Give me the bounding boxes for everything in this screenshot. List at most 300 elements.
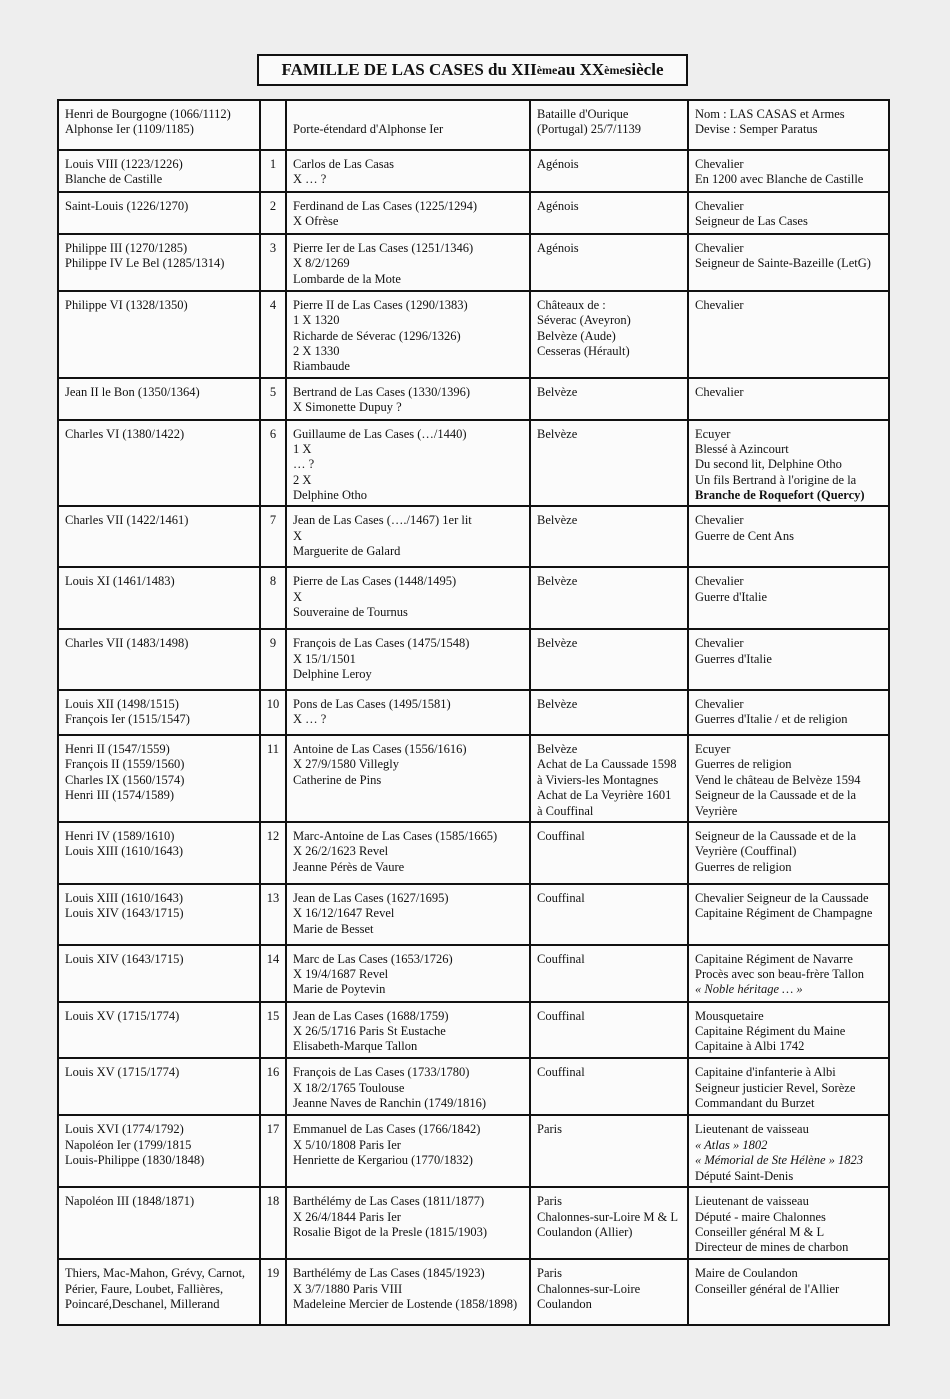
generation-number-cell <box>259 292 285 377</box>
person-line: Jean de Las Cases (1627/1695) <box>293 890 449 905</box>
person-line: Richarde de Séverac (1296/1326) <box>293 328 461 343</box>
notes-line: Capitaine Régiment de Champagne <box>695 906 873 921</box>
generation-number-cell <box>259 1260 285 1324</box>
person-line: Marc de Las Cases (1653/1726) <box>293 951 453 966</box>
title-middle: au XX <box>557 60 605 79</box>
table-row <box>59 628 888 689</box>
person-line: Porte-étendard d'Alphonse Ier <box>293 122 444 137</box>
generation-number-line: 10 <box>266 697 280 712</box>
place-line: Agénois <box>537 156 579 171</box>
reign-cell <box>59 946 259 1001</box>
notes-line: Seigneur de Las Cases <box>695 214 808 229</box>
notes-line: Mousquetaire <box>695 1008 764 1023</box>
place-cell <box>529 1116 687 1186</box>
person-line: Marie de Poytevin <box>293 982 386 997</box>
notes-line: Ecuyer <box>695 426 731 441</box>
person-line: Souveraine de Tournus <box>293 605 408 620</box>
person-line: X 15/1/1501 <box>293 651 356 666</box>
notes-cell <box>687 885 888 944</box>
reign-line: Louis VIII (1223/1226) <box>65 156 183 171</box>
title-suffix: siècle <box>624 60 664 79</box>
notes-line: « Atlas » 1802 <box>695 1137 768 1152</box>
notes-line: Député - maire Chalonnes <box>695 1209 826 1224</box>
person-line: Marc-Antoine de Las Cases (1585/1665) <box>293 828 498 843</box>
notes-cell <box>687 421 888 506</box>
place-line: Couffinal <box>537 1008 585 1023</box>
person-line: … ? <box>293 457 315 472</box>
generation-number-cell <box>259 507 285 566</box>
notes-line: Chevalier <box>695 156 744 171</box>
table-row <box>59 290 888 377</box>
table-row <box>59 505 888 566</box>
notes-cell <box>687 379 888 419</box>
generation-number-cell <box>259 421 285 506</box>
reign-cell <box>59 421 259 506</box>
person-line: Jean de Las Cases (1688/1759) <box>293 1008 449 1023</box>
generation-number-cell <box>259 101 285 149</box>
place-cell <box>529 736 687 821</box>
notes-line: Lieutenant de vaisseau <box>695 1194 809 1209</box>
notes-cell <box>687 946 888 1001</box>
person-line: Pierre II de Las Cases (1290/1383) <box>293 297 468 312</box>
person-line: X Simonette Dupuy ? <box>293 399 402 414</box>
place-line: Chalonnes-sur-Loire <box>537 1281 641 1296</box>
reign-cell <box>59 1116 259 1186</box>
reign-line: Jean II le Bon (1350/1364) <box>65 384 200 399</box>
place-cell <box>529 1188 687 1258</box>
notes-cell <box>687 1188 888 1258</box>
place-line: Belvèze <box>537 636 578 651</box>
person-line: Antoine de Las Cases (1556/1616) <box>293 742 467 756</box>
person-line: X … ? <box>293 712 327 727</box>
generation-number-line: 8 <box>269 574 277 589</box>
person-cell <box>285 151 529 191</box>
notes-line: Vend le château de Belvèze 1594 <box>695 772 861 787</box>
generation-number-cell <box>259 946 285 1001</box>
table-row <box>59 419 888 506</box>
reign-line: Louis XIV (1643/1715) <box>65 906 184 921</box>
place-line: Belvèze <box>537 697 578 712</box>
reign-line: Henri III (1574/1589) <box>65 788 174 803</box>
notes-line: Lieutenant de vaisseau <box>695 1122 809 1137</box>
notes-line: Conseiller général de l'Allier <box>695 1281 840 1296</box>
notes-line: Chevalier <box>695 384 744 399</box>
person-line: X 26/2/1623 Revel <box>293 844 389 859</box>
notes-line: Chevalier <box>695 240 744 255</box>
notes-line: Guerre de Cent Ans <box>695 528 794 543</box>
person-line: Lombarde de la Mote <box>293 271 401 286</box>
person-cell <box>285 1260 529 1324</box>
generation-number-line <box>263 107 283 122</box>
table-row <box>59 1057 888 1114</box>
person-line: 1 X 1320 <box>293 313 340 328</box>
generation-number-line: 19 <box>266 1266 280 1281</box>
reign-line: Charles VII (1422/1461) <box>65 513 189 528</box>
place-cell <box>529 1003 687 1058</box>
reign-cell <box>59 101 259 149</box>
notes-cell <box>687 1059 888 1114</box>
person-line: X 19/4/1687 Revel <box>293 967 389 982</box>
reign-line: Philippe VI (1328/1350) <box>65 297 188 312</box>
table-row <box>59 377 888 419</box>
notes-cell <box>687 1116 888 1186</box>
person-line: Madeleine Mercier de Lostende (1858/1898) <box>293 1296 518 1311</box>
reign-line: François II (1559/1560) <box>65 757 185 772</box>
notes-line: Un fils Bertrand à l'origine de la <box>695 472 857 487</box>
place-cell <box>529 630 687 689</box>
person-line: François de Las Cases (1733/1780) <box>293 1065 470 1080</box>
generation-number-line: 11 <box>266 742 280 756</box>
person-cell <box>285 101 529 149</box>
notes-cell <box>687 1260 888 1324</box>
place-line: Paris <box>537 1122 562 1137</box>
person-cell <box>285 379 529 419</box>
table-row <box>59 566 888 628</box>
person-cell <box>285 1003 529 1058</box>
table-row <box>59 101 888 149</box>
person-cell <box>285 1188 529 1258</box>
table-row <box>59 191 888 233</box>
notes-line: Chevalier <box>695 513 744 528</box>
notes-line: Blessé à Azincourt <box>695 441 789 456</box>
notes-line: Chevalier <box>695 697 744 712</box>
place-cell <box>529 421 687 506</box>
table-row <box>59 233 888 290</box>
reign-line: Louis XIII (1610/1643) <box>65 890 184 905</box>
place-line: (Portugal) 25/7/1139 <box>537 122 642 137</box>
title-superscript-2: ème <box>604 62 625 77</box>
notes-cell <box>687 1003 888 1058</box>
table-row <box>59 734 888 821</box>
place-line: Couffinal <box>537 951 585 966</box>
reign-line: Napoléon Ier (1799/1815 <box>65 1137 192 1152</box>
reign-line: Thiers, Mac-Mahon, Grévy, Carnot, <box>65 1266 246 1281</box>
person-line: Marguerite de Galard <box>293 544 401 559</box>
place-line: Achat de La Caussade 1598 <box>537 757 677 772</box>
reign-cell <box>59 193 259 233</box>
table-row <box>59 883 888 944</box>
person-line: X 3/7/1880 Paris VIII <box>293 1281 403 1296</box>
reign-cell <box>59 568 259 628</box>
person-line: X 26/4/1844 Paris Ier <box>293 1209 401 1224</box>
notes-line: « Noble héritage … » <box>695 982 803 997</box>
person-cell <box>285 823 529 883</box>
generation-number-line: 18 <box>266 1194 280 1209</box>
person-cell <box>285 507 529 566</box>
person-line: X <box>293 589 303 604</box>
reign-line: Charles IX (1560/1574) <box>65 772 185 787</box>
notes-line: Capitaine d'infanterie à Albi <box>695 1065 836 1080</box>
notes-line: Branche de Roquefort (Quercy) <box>695 488 865 503</box>
notes-cell <box>687 507 888 566</box>
generation-number-line: 1 <box>269 156 277 171</box>
person-cell <box>285 193 529 233</box>
person-line: Bertrand de Las Cases (1330/1396) <box>293 384 471 399</box>
person-line: Guillaume de Las Cases (…/1440) <box>293 426 467 441</box>
reign-line: Alphonse Ier (1109/1185) <box>65 122 194 137</box>
notes-line: Capitaine Régiment du Maine <box>695 1023 846 1038</box>
place-line: Coulandon <box>537 1296 592 1311</box>
notes-cell <box>687 193 888 233</box>
notes-cell <box>687 151 888 191</box>
generation-number-line: 16 <box>266 1065 280 1080</box>
generation-number-cell <box>259 630 285 689</box>
person-cell <box>285 630 529 689</box>
person-line: X … ? <box>293 172 327 187</box>
person-line: X 16/12/1647 Revel <box>293 906 395 921</box>
notes-line: Veyrière (Couffinal) <box>695 844 797 859</box>
notes-cell <box>687 630 888 689</box>
place-line: Châteaux de : <box>537 297 606 312</box>
place-cell <box>529 193 687 233</box>
person-line: Barthélémy de Las Cases (1845/1923) <box>293 1266 485 1281</box>
generation-number-line: 14 <box>266 951 280 966</box>
person-line: 2 X 1330 <box>293 343 340 358</box>
place-cell <box>529 151 687 191</box>
place-line: à Viviers-les Montagnes <box>537 772 659 787</box>
notes-cell <box>687 823 888 883</box>
notes-cell <box>687 691 888 734</box>
reign-cell <box>59 1188 259 1258</box>
place-cell <box>529 235 687 290</box>
table-row <box>59 689 888 734</box>
reign-line: Louis XIV (1643/1715) <box>65 951 184 966</box>
notes-line: Chevalier Seigneur de la Caussade <box>695 890 869 905</box>
notes-line: Chevalier <box>695 297 744 312</box>
reign-cell <box>59 823 259 883</box>
reign-line: François Ier (1515/1547) <box>65 712 190 727</box>
notes-line: Directeur de mines de charbon <box>695 1240 849 1255</box>
generation-number-line: 7 <box>269 513 277 528</box>
reign-line: Louis XVI (1774/1792) <box>65 1122 184 1137</box>
reign-cell <box>59 630 259 689</box>
generation-number-cell <box>259 885 285 944</box>
generation-number-line: 6 <box>269 426 277 441</box>
reign-line: Napoléon III (1848/1871) <box>65 1194 195 1209</box>
generation-number-line: 9 <box>269 636 277 651</box>
generation-number-cell <box>259 193 285 233</box>
notes-line: Seigneur justicier Revel, Sorèze <box>695 1080 856 1095</box>
person-line: Elisabeth-Marque Tallon <box>293 1039 418 1054</box>
reign-line: Philippe IV Le Bel (1285/1314) <box>65 256 225 271</box>
person-line: Barthélémy de Las Cases (1811/1877) <box>293 1194 485 1209</box>
table-row <box>59 149 888 191</box>
notes-cell <box>687 101 888 149</box>
table-row <box>59 1114 888 1186</box>
person-line: X Ofrèse <box>293 214 339 229</box>
place-line: Belvèze <box>537 513 578 528</box>
person-line: X <box>293 528 303 543</box>
place-line: Agénois <box>537 198 579 213</box>
notes-line: Seigneur de Sainte-Bazeille (LetG) <box>695 256 871 271</box>
place-line: Agénois <box>537 240 579 255</box>
person-cell <box>285 691 529 734</box>
place-cell <box>529 946 687 1001</box>
person-line: Pierre Ier de Las Cases (1251/1346) <box>293 240 474 255</box>
place-line: Belvèze <box>537 574 578 589</box>
person-line: Delphine Leroy <box>293 666 372 681</box>
place-line: Belvèze <box>537 742 578 756</box>
place-cell <box>529 1260 687 1324</box>
notes-line: Nom : LAS CASAS et Armes <box>695 107 845 121</box>
place-line: à Couffinal <box>537 803 594 818</box>
notes-cell <box>687 736 888 821</box>
place-cell <box>529 379 687 419</box>
notes-line: Procès avec son beau-frère Tallon <box>695 967 864 982</box>
person-line: X 26/5/1716 Paris St Eustache <box>293 1023 446 1038</box>
place-cell <box>529 691 687 734</box>
reign-cell <box>59 691 259 734</box>
generation-number-line: 4 <box>269 297 277 312</box>
notes-line: Devise : Semper Paratus <box>695 122 818 137</box>
notes-line: Commandant du Burzet <box>695 1096 815 1111</box>
person-line: Carlos de Las Casas <box>293 156 395 171</box>
person-line: Catherine de Pins <box>293 772 382 787</box>
place-line: Chalonnes-sur-Loire M & L <box>537 1209 679 1224</box>
person-line: X 8/2/1269 <box>293 256 350 271</box>
place-line: Belvèze <box>537 384 578 399</box>
reign-line: Louis XI (1461/1483) <box>65 574 175 589</box>
reign-line: Charles VI (1380/1422) <box>65 426 185 441</box>
person-cell <box>285 568 529 628</box>
notes-line: Seigneur de la Caussade et de la <box>695 788 857 803</box>
generation-number-cell <box>259 379 285 419</box>
notes-cell <box>687 292 888 377</box>
notes-line: Chevalier <box>695 198 744 213</box>
reign-line: Saint-Louis (1226/1270) <box>65 198 189 213</box>
notes-line: Chevalier <box>695 636 744 651</box>
reign-cell <box>59 151 259 191</box>
table-row <box>59 821 888 883</box>
reign-cell <box>59 292 259 377</box>
notes-line: Maire de Coulandon <box>695 1266 798 1281</box>
place-line: Couffinal <box>537 890 585 905</box>
place-line: Séverac (Aveyron) <box>537 313 631 328</box>
place-cell <box>529 507 687 566</box>
reign-cell <box>59 1003 259 1058</box>
notes-line: En 1200 avec Blanche de Castille <box>695 172 864 187</box>
notes-line: Guerre d'Italie <box>695 589 768 604</box>
person-line: Jean de Las Cases (…./1467) 1er lit <box>293 513 472 528</box>
generation-number-line: 17 <box>266 1122 280 1137</box>
notes-cell <box>687 235 888 290</box>
place-line: Achat de La Veyrière 1601 <box>537 788 672 803</box>
person-cell <box>285 292 529 377</box>
generation-number-cell <box>259 235 285 290</box>
notes-line: Guerres d'Italie <box>695 651 772 666</box>
generation-number-line: 3 <box>269 240 277 255</box>
generation-number-cell <box>259 1003 285 1058</box>
reign-line: Louis XIII (1610/1643) <box>65 844 184 859</box>
notes-line: Veyrière <box>695 803 738 818</box>
notes-line: Guerres de religion <box>695 757 792 772</box>
notes-line: Capitaine Régiment de Navarre <box>695 951 853 966</box>
reign-line: Henri de Bourgogne (1066/1112) <box>65 107 231 121</box>
generation-number-line: 12 <box>266 828 280 843</box>
generation-number-cell <box>259 823 285 883</box>
person-line: François de Las Cases (1475/1548) <box>293 636 470 651</box>
person-line: Rosalie Bigot de la Presle (1815/1903) <box>293 1225 488 1240</box>
generation-number-line: 5 <box>269 384 277 399</box>
reign-cell <box>59 885 259 944</box>
notes-line: Ecuyer <box>695 742 731 756</box>
person-line: Henriette de Kergariou (1770/1832) <box>293 1153 473 1168</box>
person-line: Emmanuel de Las Cases (1766/1842) <box>293 1122 481 1137</box>
place-line: Belvèze (Aude) <box>537 328 616 343</box>
place-cell <box>529 1059 687 1114</box>
person-cell <box>285 1116 529 1186</box>
person-line: 2 X <box>293 472 312 487</box>
place-cell <box>529 823 687 883</box>
reign-line: Philippe III (1270/1285) <box>65 240 188 255</box>
place-line: Belvèze <box>537 426 578 441</box>
place-cell <box>529 568 687 628</box>
place-line: Couffinal <box>537 1065 585 1080</box>
person-line: X 18/2/1765 Toulouse <box>293 1080 405 1095</box>
reign-cell <box>59 1059 259 1114</box>
person-line: Riambaude <box>293 359 350 374</box>
genealogy-table <box>57 99 890 1326</box>
generation-number-line: 2 <box>269 198 277 213</box>
notes-line: Député Saint-Denis <box>695 1168 794 1183</box>
person-line: Pierre de Las Cases (1448/1495) <box>293 574 457 589</box>
place-line: Paris <box>537 1266 562 1281</box>
person-line: Delphine Otho <box>293 488 367 503</box>
notes-line: Du second lit, Delphine Otho <box>695 457 842 472</box>
place-cell <box>529 292 687 377</box>
generation-number-cell <box>259 736 285 821</box>
reign-line: Louis-Philippe (1830/1848) <box>65 1153 205 1168</box>
person-line: Marie de Besset <box>293 921 374 936</box>
table-row <box>59 1258 888 1324</box>
notes-line: Guerres d'Italie / et de religion <box>695 712 848 727</box>
place-line: Couffinal <box>537 828 585 843</box>
person-line <box>293 107 524 122</box>
reign-cell <box>59 507 259 566</box>
generation-number-cell <box>259 1188 285 1258</box>
table-row <box>59 944 888 1001</box>
person-line: Ferdinand de Las Cases (1225/1294) <box>293 198 477 213</box>
reign-cell <box>59 235 259 290</box>
reign-line: Louis XII (1498/1515) <box>65 697 179 712</box>
title-superscript-1: ème <box>536 62 558 77</box>
place-cell <box>529 885 687 944</box>
notes-line: Chevalier <box>695 574 744 589</box>
generation-number-cell <box>259 1059 285 1114</box>
generation-number-cell <box>259 151 285 191</box>
person-line: Pons de Las Cases (1495/1581) <box>293 697 451 712</box>
notes-line: Guerres de religion <box>695 859 792 874</box>
place-line: Cesseras (Hérault) <box>537 343 630 358</box>
person-cell <box>285 946 529 1001</box>
document-title <box>257 54 688 86</box>
place-line: Bataille d'Ourique <box>537 107 629 121</box>
person-cell <box>285 1059 529 1114</box>
person-line: X 5/10/1808 Paris Ier <box>293 1137 401 1152</box>
person-line: X 27/9/1580 Villegly <box>293 757 399 772</box>
notes-line: Capitaine à Albi 1742 <box>695 1039 805 1054</box>
place-line: Coulandon (Allier) <box>537 1225 633 1240</box>
reign-cell <box>59 379 259 419</box>
notes-line: « Mémorial de Ste Hélène » 1823 <box>695 1153 864 1168</box>
table-row <box>59 1186 888 1258</box>
reign-line: Charles VII (1483/1498) <box>65 636 189 651</box>
notes-line: Conseiller général M & L <box>695 1225 825 1240</box>
reign-line: Henri II (1547/1559) <box>65 742 170 756</box>
generation-number-line: 15 <box>266 1008 280 1023</box>
person-cell <box>285 235 529 290</box>
reign-line: Louis XV (1715/1774) <box>65 1065 180 1080</box>
